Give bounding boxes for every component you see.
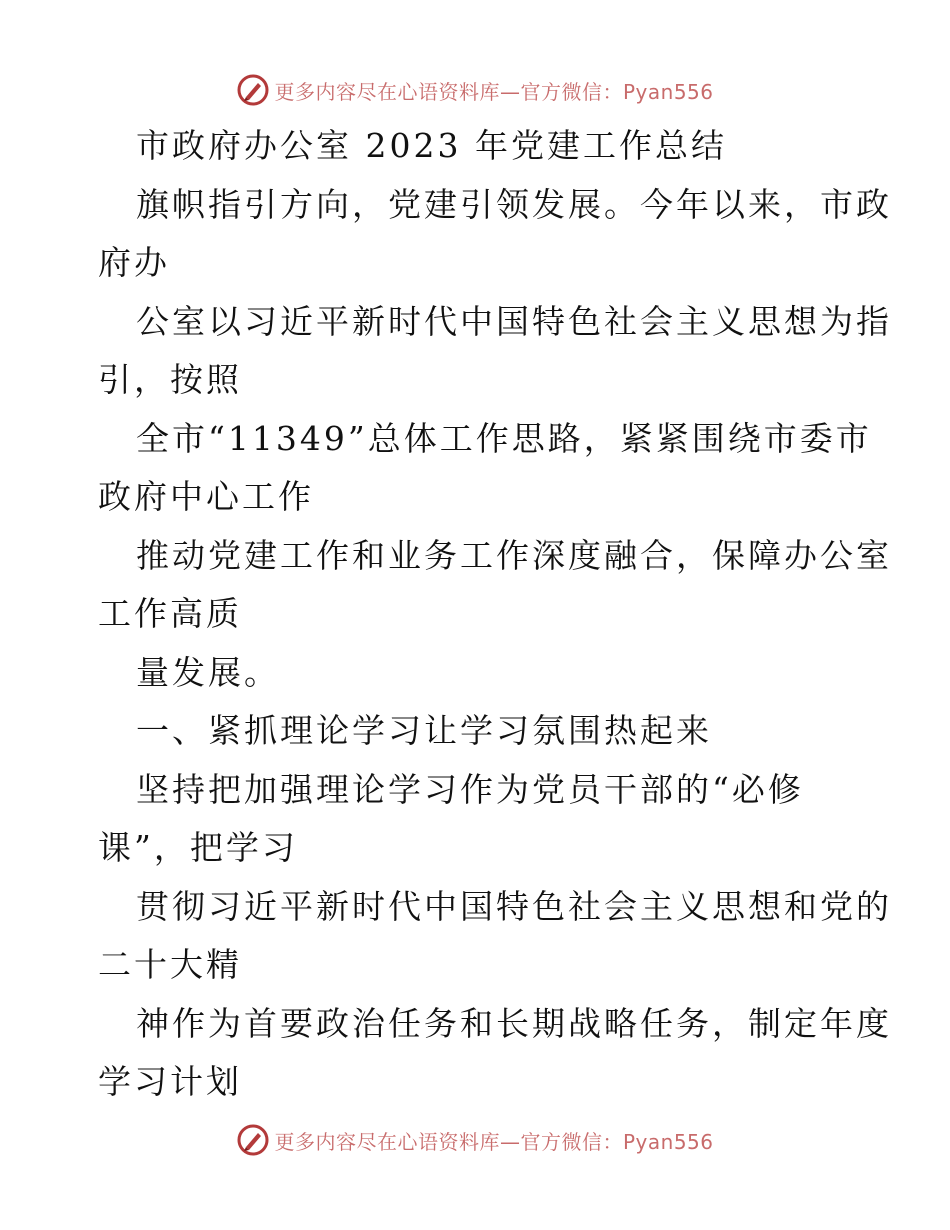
doc-line: 府办 (98, 243, 170, 282)
doc-line: 贯彻习近平新时代中国特色社会主义思想和党的 (136, 886, 892, 926)
doc-line: 量发展。 (136, 652, 280, 692)
banner-label: 更多内容尽在心语资料库—官方微信： (274, 79, 623, 104)
doc-line: 坚持把加强理论学习作为党员干部的“必修 (136, 769, 804, 809)
banner-label: 更多内容尽在心语资料库—官方微信： (274, 1129, 623, 1154)
banner-text (274, 76, 713, 105)
doc-title: 市政府办公室 2023 年党建工作总结 (136, 126, 727, 165)
doc-line: 全市“11349”总体工作思路，紧紧围绕市委市 (136, 418, 872, 458)
doc-line: 二十大精 (98, 945, 242, 984)
doc-line: 课”，把学习 (98, 828, 298, 867)
banner-text (274, 1126, 713, 1155)
doc-line: 旗帜指引方向，党建引领发展。今年以来，市政 (136, 184, 892, 224)
doc-line: 工作高质 (98, 594, 242, 633)
doc-line: 神作为首要政治任务和长期战略任务，制定年度 (136, 1003, 892, 1043)
doc-line: 学习计划 (98, 1062, 242, 1101)
pen-logo-icon (236, 1123, 270, 1157)
banner-wechat-id: Pyan556 (622, 1129, 714, 1154)
document-body (98, 117, 892, 1112)
footer-watermark-banner (0, 1120, 950, 1160)
doc-line: 引，按照 (98, 360, 242, 399)
banner-wechat-id: Pyan556 (622, 79, 714, 104)
section-heading: 一、紧抓理论学习让学习氛围热起来 (136, 711, 712, 750)
header-watermark-banner (0, 70, 950, 110)
pen-logo-icon (236, 73, 270, 107)
doc-line: 推动党建工作和业务工作深度融合，保障办公室 (136, 535, 892, 575)
doc-line: 公室以习近平新时代中国特色社会主义思想为指 (136, 301, 892, 341)
doc-line: 政府中心工作 (98, 477, 314, 516)
